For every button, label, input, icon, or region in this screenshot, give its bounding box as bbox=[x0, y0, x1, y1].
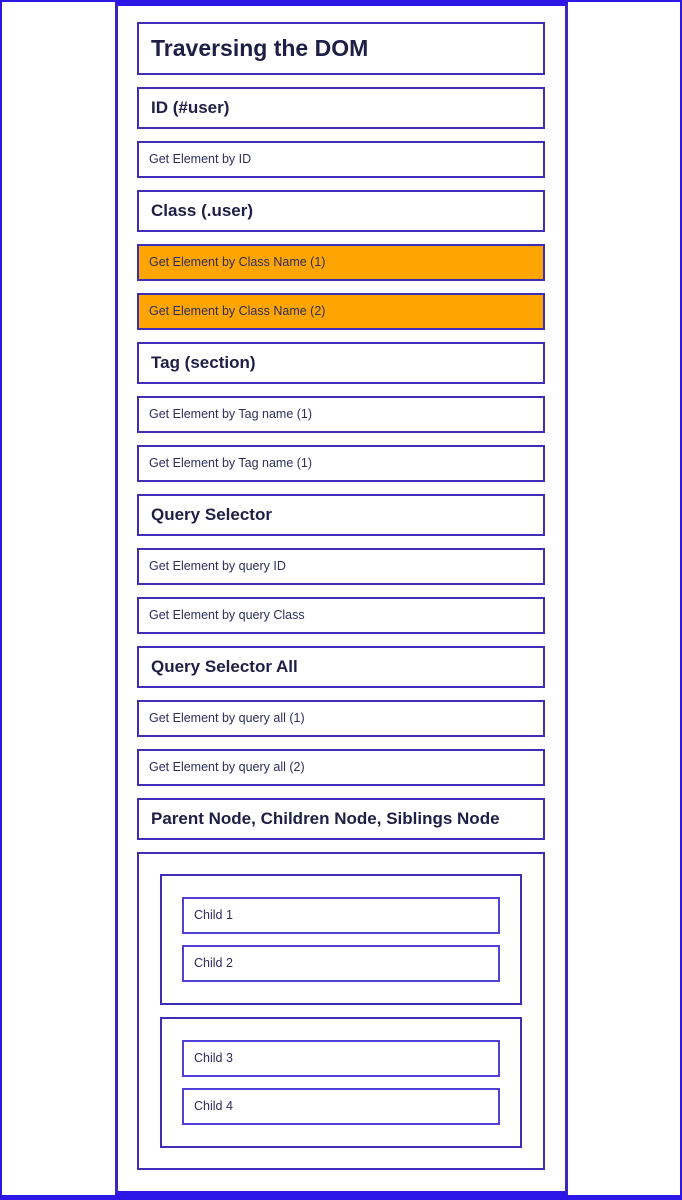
section-heading: Query Selector bbox=[137, 494, 545, 536]
child-box: Child 1 bbox=[182, 897, 500, 934]
item-box: Get Element by Tag name (1) bbox=[137, 445, 545, 482]
highlighted-item-box: Get Element by Class Name (2) bbox=[137, 293, 545, 330]
item-box: Get Element by query all (1) bbox=[137, 700, 545, 737]
item-box: Get Element by query ID bbox=[137, 548, 545, 585]
child-box: Child 4 bbox=[182, 1088, 500, 1125]
page-title: Traversing the DOM bbox=[137, 22, 545, 75]
item-box: Get Element by ID bbox=[137, 141, 545, 178]
section-heading: Parent Node, Children Node, Siblings Node bbox=[137, 798, 545, 840]
sections bbox=[118, 87, 565, 840]
section-heading: Tag (section) bbox=[137, 342, 545, 384]
item-box: Get Element by Tag name (1) bbox=[137, 396, 545, 433]
item-box: Get Element by query all (2) bbox=[137, 749, 545, 786]
children-group bbox=[160, 874, 522, 1005]
child-box: Child 3 bbox=[182, 1040, 500, 1077]
children-group bbox=[160, 1017, 522, 1148]
node-tree bbox=[137, 852, 545, 1170]
section-heading: ID (#user) bbox=[137, 87, 545, 129]
item-box: Get Element by query Class bbox=[137, 597, 545, 634]
section-heading: Query Selector All bbox=[137, 646, 545, 688]
main-container bbox=[115, 2, 568, 1195]
child-box: Child 2 bbox=[182, 945, 500, 982]
section-heading: Class (.user) bbox=[137, 190, 545, 232]
highlighted-item-box: Get Element by Class Name (1) bbox=[137, 244, 545, 281]
